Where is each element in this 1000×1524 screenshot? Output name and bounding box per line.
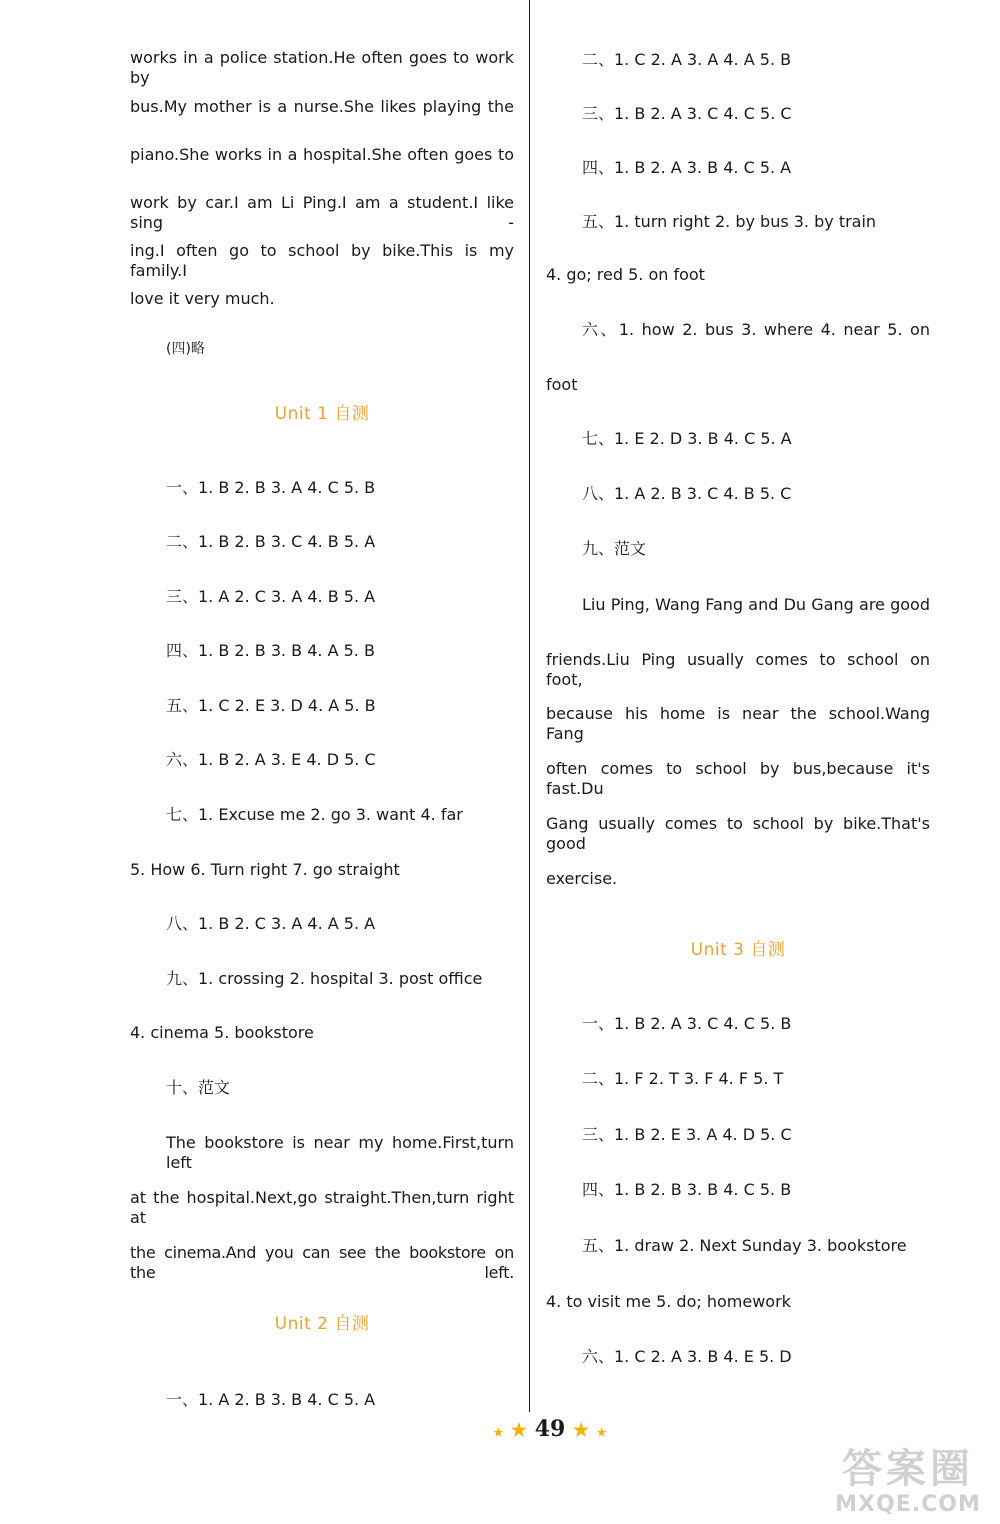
answer-line: 5. How 6. Turn right 7. go straight [130, 860, 400, 879]
page-footer [470, 1414, 630, 1448]
answer-line: 七、1. E 2. D 3. B 4. C 5. A [582, 429, 792, 448]
watermark [828, 1446, 988, 1518]
essay-line: exercise. [546, 869, 618, 888]
answer-line: 四、1. B 2. A 3. B 4. C 5. A [582, 158, 792, 177]
part4-note: (四)略 [166, 341, 205, 357]
answer-line: 一、1. B 2. B 3. A 4. C 5. B [166, 478, 376, 497]
answer-line: 四、1. B 2. B 3. B 4. C 5. B [582, 1180, 792, 1199]
answer-line: 八、1. B 2. C 3. A 4. A 5. A [166, 914, 376, 933]
star-icon: ★ [572, 1420, 590, 1441]
essay-line: because his home is near the school.Wang Fang [546, 704, 930, 743]
star-icon: ★ [596, 1426, 607, 1439]
passage-line: love it very much. [130, 289, 275, 308]
answer-line: 4. go; red 5. on foot [546, 265, 705, 284]
passage-line: piano.She works in a hospital.She often goes to [130, 145, 514, 164]
answer-line: 六、1. B 2. A 3. E 4. D 5. C [166, 750, 376, 769]
answer-line: 二、1. C 2. A 3. A 4. A 5. B [582, 50, 792, 69]
passage-line: work by car.I am Li Ping.I am a student.I like sing - [130, 193, 514, 232]
answer-line: 二、1. B 2. B 3. C 4. B 5. A [166, 532, 376, 551]
essay-line: at the hospital.Next,go straight.Then,turn right at [130, 1188, 514, 1227]
answer-line: 八、1. A 2. B 3. C 4. B 5. C [582, 484, 792, 503]
unit1-heading: Unit 1 自测 [274, 404, 370, 424]
passage-line: works in a police station.He often goes to work by [130, 48, 514, 87]
page-number: 49 [534, 1416, 566, 1442]
answer-line: 4. cinema 5. bookstore [130, 1023, 314, 1042]
unit3-heading: Unit 3 自测 [690, 940, 786, 960]
answer-line: 三、1. B 2. A 3. C 4. C 5. C [582, 104, 792, 123]
passage-line: ing.I often go to school by bike.This is my family.I [130, 241, 514, 280]
essay-line: Liu Ping, Wang Fang and Du Gang are good [582, 595, 930, 614]
answer-line: 五、1. turn right 2. by bus 3. by train [582, 212, 877, 231]
unit2-heading: Unit 2 自测 [274, 1314, 370, 1334]
essay-line: Gang usually comes to school by bike.That's good [546, 814, 930, 853]
answer-line: foot [546, 375, 578, 394]
answer-line: 三、1. B 2. E 3. A 4. D 5. C [582, 1125, 792, 1144]
model-essay-label: 九、范文 [582, 539, 647, 558]
column-divider [529, 0, 530, 1412]
answer-line: 六、1. how 2. bus 3. where 4. near 5. on [582, 320, 930, 339]
answer-line: 二、1. F 2. T 3. F 4. F 5. T [582, 1069, 784, 1088]
essay-line: often comes to school by bus,because it's fast.Du [546, 759, 930, 798]
answer-line: 七、1. Excuse me 2. go 3. want 4. far [166, 805, 463, 824]
watermark-logo: 答案圈 [842, 1446, 974, 1492]
answer-line: 一、1. A 2. B 3. B 4. C 5. A [166, 1390, 376, 1409]
essay-line: The bookstore is near my home.First,turn left [166, 1133, 514, 1172]
essay-line: friends.Liu Ping usually comes to school on foot, [546, 650, 930, 689]
answer-line: 三、1. A 2. C 3. A 4. B 5. A [166, 587, 376, 606]
model-essay-label: 十、范文 [166, 1078, 231, 1097]
answer-line: 4. to visit me 5. do; homework [546, 1292, 791, 1311]
answer-line: 五、1. draw 2. Next Sunday 3. bookstore [582, 1236, 907, 1255]
answer-line: 一、1. B 2. A 3. C 4. C 5. B [582, 1014, 792, 1033]
answer-line: 九、1. crossing 2. hospital 3. post office [166, 969, 483, 988]
watermark-url: MXQE.COM [835, 1492, 981, 1517]
star-icon: ★ [510, 1420, 528, 1441]
passage-line: bus.My mother is a nurse.She likes playing the [130, 97, 514, 116]
answer-line: 四、1. B 2. B 3. B 4. A 5. B [166, 641, 375, 660]
star-icon: ★ [493, 1426, 504, 1439]
answer-line: 五、1. C 2. E 3. D 4. A 5. B [166, 696, 376, 715]
answer-line: 六、1. C 2. A 3. B 4. E 5. D [582, 1347, 792, 1366]
essay-line: the cinema.And you can see the bookstore on the left. [130, 1243, 514, 1282]
